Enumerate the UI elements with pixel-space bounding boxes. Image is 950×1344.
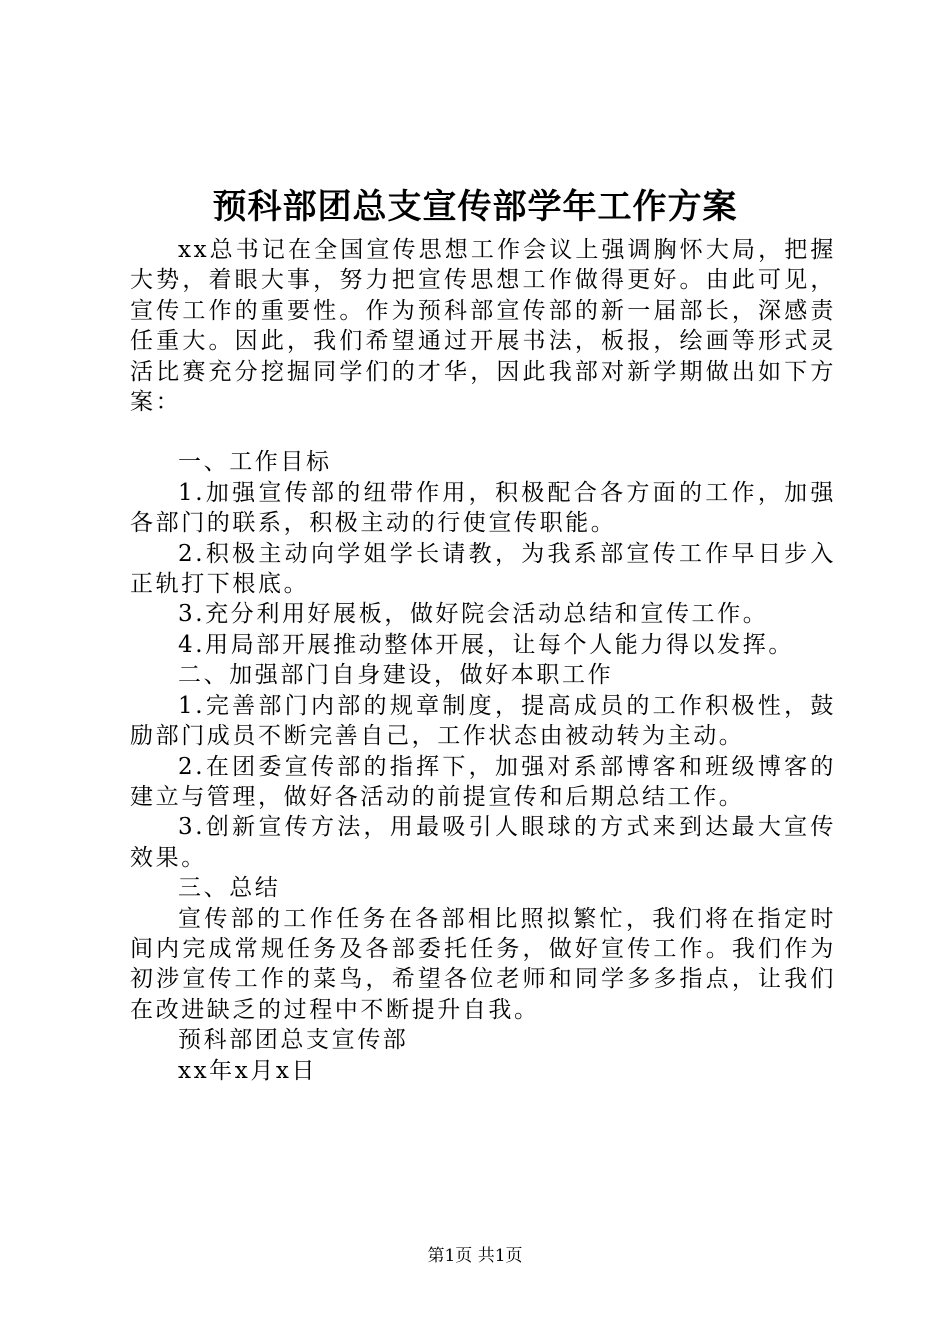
document-body bbox=[130, 235, 836, 1086]
section-heading-goals: 一、工作目标 bbox=[178, 449, 332, 476]
section-heading-summary: 三、总结 bbox=[178, 875, 281, 902]
list-item: 3.创新宣传方法，用最吸引人眼球的方式来到达最大宣传效果。 bbox=[130, 814, 836, 871]
list-item: 2.在团委宣传部的指挥下，加强对系部博客和班级博客的建立与管理，做好各活动的前提宣传和后期总结工作。 bbox=[130, 753, 836, 810]
summary-paragraph: 宣传部的工作任务在各部相比照拟繁忙，我们将在指定时间内完成常规任务及各部委托任务，做好宣传工作。我们作为初涉宣传工作的菜鸟，希望各位老师和同学多多指点，让我们在改进缺乏的过程中不断提升自我。 bbox=[130, 905, 836, 1023]
date-line: xx年x月x日 bbox=[178, 1057, 318, 1084]
intro-paragraph: xx总书记在全国宣传思想工作会议上强调胸怀大局，把握大势，着眼大事，努力把宣传思想工作做得更好。由此可见，宣传工作的重要性。作为预科部宣传部的新一届部长，深感责任重大。因此，我们希望通过开展书法，板报，绘画等形式灵活比赛充分挖掘同学们的才华，因此我部对新学期做出如下方案： bbox=[130, 237, 836, 416]
page-footer: 第1页 共1页 bbox=[427, 1246, 523, 1266]
signature: 预科部团总支宣传部 bbox=[178, 1027, 409, 1054]
section-heading-construction: 二、加强部门自身建设，做好本职工作 bbox=[178, 662, 614, 689]
list-item: 1.加强宣传部的纽带作用，积极配合各方面的工作，加强各部门的联系，积极主动的行使宣传职能。 bbox=[130, 479, 836, 537]
list-item: 4.用局部开展推动整体开展，让每个人能力得以发挥。 bbox=[178, 631, 794, 658]
list-item: 1.完善部门内部的规章制度，提高成员的工作积极性，鼓励部门成员不断完善自己，工作状态由被动转为主动。 bbox=[130, 692, 836, 750]
list-item: 2.积极主动向学姐学长请教，为我系部宣传工作早日步入正轨打下根底。 bbox=[130, 540, 836, 598]
list-item: 3.充分利用好展板，做好院会活动总结和宣传工作。 bbox=[178, 601, 769, 628]
document-title: 预科部团总支宣传部学年工作方案 bbox=[212, 187, 738, 227]
